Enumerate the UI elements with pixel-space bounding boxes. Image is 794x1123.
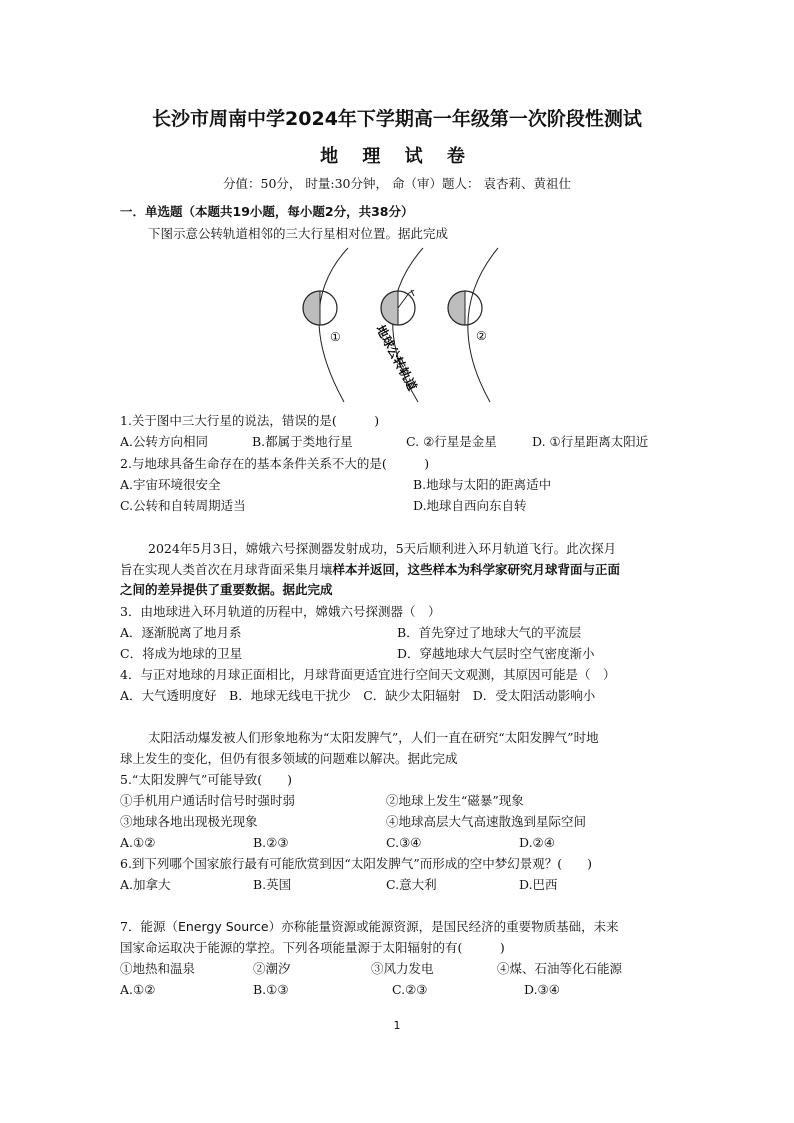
planet-1-icon — [303, 291, 337, 325]
q2-option-b: B.地球与太阳的距离适中 — [413, 477, 552, 492]
q5-stem: 5.“太阳发脾气”可能导致( ) — [120, 772, 292, 787]
q7-statement-3: ③风力发电 — [371, 961, 434, 976]
passage2-line1: 2024年5月3日，嫦娥六号探测器发射成功，5天后顺利进入环月轨道飞行。此次探月 — [148, 541, 617, 556]
q7-line1 — [120, 919, 619, 935]
q1-stem: 1.关于图中三大行星的说法，错误的是( ) — [120, 413, 380, 428]
q6-option-b: B.英国 — [253, 877, 292, 892]
earth-orbit-label: 地球公转轨道 — [373, 322, 420, 393]
q4-stem: 4．与正对地球的月球正面相比，月球背面更适宜进行空间天文观测，其原因可能是（ ） — [120, 667, 616, 682]
q6-option-c: C.意大利 — [386, 877, 437, 892]
exam-title: 长沙市周南中学2024年下学期高一年级第一次阶段性测试 — [152, 108, 642, 130]
q7-statement-4: ④煤、石油等化石能源 — [497, 961, 623, 976]
q7-option-d: D.③④ — [524, 982, 560, 997]
q5-option-d: D.②④ — [519, 835, 555, 850]
passage2-line3: 之间的差异提供了重要数据。据此完成 — [120, 582, 333, 597]
q7-line1-part1: 7．能源（ — [120, 919, 178, 934]
planet-2-icon — [448, 291, 482, 325]
passage2-line2-part2: 样本并返回，这些样本为科学家研究月球背面与正面 — [332, 562, 621, 577]
passage2-line2-part1: 旨在实现人类首次在月球背面采集月壤 — [120, 562, 333, 577]
q1-option-b: B.都属于类地行星 — [252, 434, 353, 449]
q3-stem: 3．由地球进入环月轨道的历程中，嫦娥六号探测器（ ） — [120, 604, 441, 619]
q2-option-d: D.地球自西向东自转 — [413, 498, 527, 513]
q7-line2: 国家命运取决于能源的掌控。下列各项能量源于太阳辐射的有( ) — [120, 940, 505, 955]
exam-subtitle: 地 理 试 卷 — [320, 146, 474, 167]
passage3-line2: 球上发生的变化，但仍有很多领域的问题难以解决。据此完成 — [120, 751, 458, 766]
q7-statement-2: ②潮汐 — [253, 961, 291, 976]
q7-option-a: A.①② — [120, 982, 156, 997]
q3-option-c: C．将成为地球的卫星 — [120, 646, 243, 661]
exam-meta: 分值：50分， 时量:30分钟， 命（审）题人： 袁杏莉、黄祖仕 — [223, 176, 571, 191]
earth-planet-icon — [381, 290, 415, 325]
q1-option-c: C. ②行星是金星 — [406, 434, 497, 449]
q7-line1-part3: ）亦称能量资源或能源资源，是国民经济的重要物质基础，未来 — [268, 919, 619, 934]
passage3-line1: 太阳活动爆发被人们形象地称为“太阳发脾气”，人们一直在研究“太阳发脾气”时地 — [148, 730, 599, 745]
planet-2-label: ② — [476, 329, 487, 343]
q6-option-a: A.加拿大 — [120, 877, 171, 892]
q7-line1-english: Energy Source — [177, 919, 269, 934]
q1-option-d: D. ①行星距离太阳近 — [532, 434, 649, 449]
q5-statement-3: ③地球各地出现极光现象 — [120, 814, 258, 829]
page-number: 1 — [393, 1019, 401, 1032]
planet-orbit-figure — [290, 244, 520, 404]
right-orbit-arc — [468, 248, 498, 402]
q5-option-a: A.①② — [120, 835, 156, 850]
q7-option-c: C.②③ — [392, 982, 428, 997]
section-heading: 一．单选题（本题共19小题，每小题2分，共38分） — [120, 204, 414, 219]
q2-option-c: C.公转和自转周期适当 — [120, 498, 246, 513]
planet-1-label: ① — [330, 330, 341, 344]
q5-statement-2: ②地球上发生“磁暴”现象 — [386, 793, 524, 808]
passage2-line2 — [120, 562, 620, 578]
q5-option-b: B.②③ — [253, 835, 289, 850]
q5-option-c: C.③④ — [386, 835, 422, 850]
q5-statement-1: ①手机用户通话时信号时强时弱 — [120, 793, 296, 808]
q2-option-a: A.宇宙环境很安全 — [120, 477, 221, 492]
q6-option-d: D.巴西 — [519, 877, 558, 892]
q7-statement-1: ①地热和温泉 — [120, 961, 196, 976]
figure-intro: 下图示意公转轨道相邻的三大行星相对位置。据此完成 — [148, 226, 449, 241]
q3-option-d: D．穿越地球大气层时空气密度渐小 — [397, 646, 595, 661]
q2-stem: 2.与地球具备生命存在的基本条件关系不大的是( ) — [120, 456, 430, 471]
q1-option-a: A.公转方向相同 — [120, 434, 209, 449]
q6-stem: 6.到下列哪个国家旅行最有可能欣赏到因“太阳发脾气”而形成的空中梦幻景观？( ) — [120, 856, 592, 871]
q7-option-b: B.①③ — [253, 982, 289, 997]
q3-option-b: B．首先穿过了地球大气的平流层 — [397, 625, 582, 640]
q4-options: A．大气透明度好 B．地球无线电干扰少 C．缺少太阳辐射 D．受太阳活动影响小 — [120, 688, 596, 703]
q5-statement-4: ④地球高层大气高速散逸到星际空间 — [386, 814, 587, 829]
q3-option-a: A．逐渐脱离了地月系 — [120, 625, 242, 640]
